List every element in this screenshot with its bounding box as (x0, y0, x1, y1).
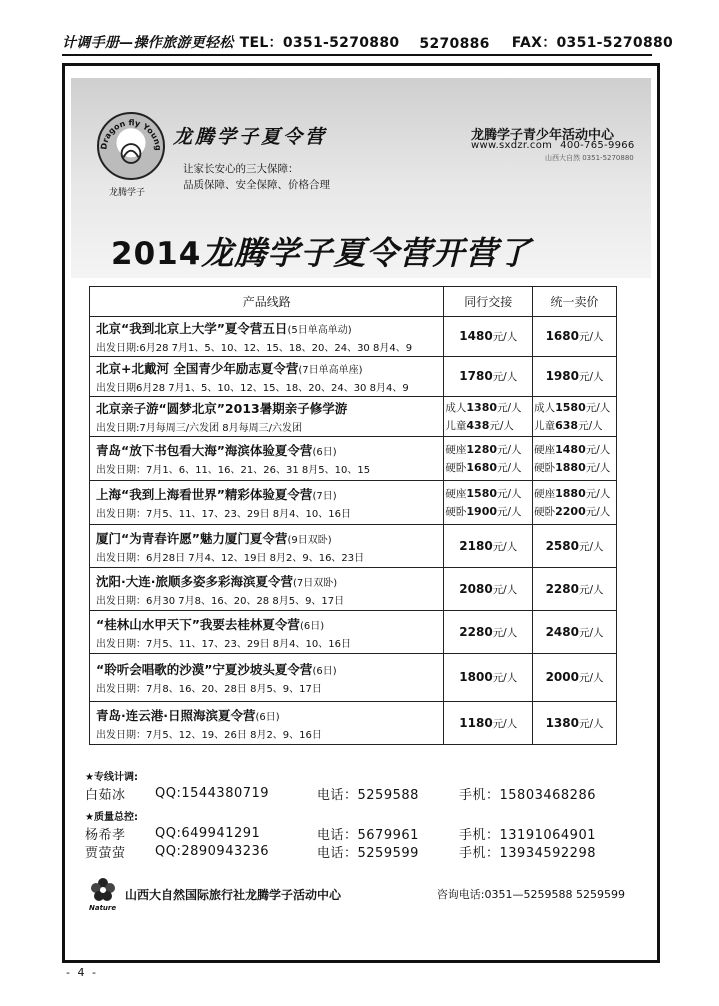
logo-caption: 龙腾学子 (109, 188, 146, 198)
contacts-section (85, 768, 625, 860)
sell-price: 硬座1480元/人 硬卧1880元/人 (533, 437, 617, 481)
route-name: 青岛“放下书包看大海”海滨体验夏令营(6日) (96, 443, 337, 458)
sell-price: 2280元/人 (533, 568, 617, 611)
banner-tel2: 5270886 (419, 36, 490, 52)
route-name: 沈阳·大连·旅顺多姿多彩海滨夏令营(7日双卧) (96, 573, 338, 589)
route-name: 北京“我到北京上大学”夏令营五日(5日单高单动) (96, 321, 352, 336)
route-dates: 出发日期:6月28 7月1、5、10、12、15、18、20、24、30 8月4、9 (96, 343, 413, 354)
route-dates: 出发日期：7月8、16、20、28日 8月5、9、17日 (96, 684, 322, 695)
route-cell (90, 397, 444, 437)
route-cell (90, 317, 444, 357)
route-dates: 出发日期：6月28日 7月4、12、19日 8月2、9、16、23日 (96, 552, 365, 564)
routes-table (89, 286, 617, 745)
contact-tel: 电话：5679961 (317, 827, 419, 843)
table-row (90, 654, 617, 702)
route-cell (90, 357, 444, 397)
dragon-logo-icon (97, 112, 165, 180)
route-dates: 出发日期：7月5、12、19、26日 8月2、9、16日 (96, 729, 322, 741)
contact-name: 杨希孝 (85, 827, 126, 843)
route-cell (90, 568, 444, 611)
trade-price: 1780元/人 (444, 357, 533, 397)
route-dates: 出发日期：7月5、11、17、23、29日 8月4、10、16日 (96, 509, 351, 520)
route-name: 上海“我到上海看世界”精彩体验夏令营(7日) (96, 487, 337, 502)
center-website: www.sxdzr.com (471, 140, 553, 151)
contact-mobile: 手机：13191064901 (459, 827, 596, 843)
advert-header (71, 78, 651, 278)
sell-price: 1980元/人 (533, 357, 617, 397)
sell-price: 1680元/人 (533, 317, 617, 357)
trade-price: 1800元/人 (444, 654, 533, 702)
route-cell (90, 481, 444, 525)
page-number: - 4 - (66, 966, 98, 979)
contact-qq: QQ:649941291 (155, 825, 261, 841)
contact-row (85, 824, 625, 842)
headline-year: 2014 (111, 236, 202, 272)
headline-text: 龙腾学子夏令营开营了 (201, 234, 532, 272)
route-cell (90, 611, 444, 654)
route-dates: 出发日期:7月每周三/六发团 8月每周三/六发团 (96, 423, 303, 434)
sell-price: 硬座1880元/人 硬卧2200元/人 (533, 481, 617, 525)
route-name: 青岛·连云港·日照海滨夏令营(6日) (96, 707, 280, 723)
contact-row (85, 784, 625, 802)
trade-price: 1480元/人 (444, 317, 533, 357)
logo-arc-text: Dragon fly Young (99, 118, 163, 151)
route-cell (90, 525, 444, 568)
trade-price: 2080元/人 (444, 568, 533, 611)
contacts-heading-planner: ★专线计调: (85, 772, 138, 783)
sell-price: 2580元/人 (533, 525, 617, 568)
route-name: “桂林山水甲天下”我要去桂林夏令营(6日) (96, 616, 325, 632)
headline (111, 228, 531, 274)
svg-text:Dragon fly Youngster (99, 114, 163, 151)
header-sell-price: 统一卖价 (533, 287, 617, 317)
contacts-heading-quality: ★质量总控: (85, 812, 138, 823)
contact-mobile: 手机：15803468286 (459, 787, 596, 803)
sell-price: 成人1580元/人 儿童638元/人 (533, 397, 617, 437)
contact-tel: 电话：5259599 (317, 845, 419, 861)
sell-price: 2480元/人 (533, 611, 617, 654)
table-row (90, 702, 617, 745)
table-row (90, 481, 617, 525)
agency-name: 山西大自然国际旅行社龙腾学子活动中心 (125, 888, 342, 902)
assurance-line-2: 品质保障、安全保障、价格合理 (183, 179, 330, 191)
route-dates: 出发日期：6月30 7月8、16、20、28 8月5、9、17日 (96, 595, 345, 607)
header-route: 产品线路 (90, 287, 444, 317)
advert-frame (62, 63, 660, 963)
consult-phone: 咨询电话:0351—5259588 5259599 (436, 888, 625, 901)
route-dates: 出发日期：7月1、6、11、16、21、26、31 8月5、10、15 (96, 465, 371, 476)
banner-fax: FAX：0351-5270880 (511, 35, 674, 51)
route-name: 厦门“为青春许愿”魅力厦门夏令营(9日双卧) (96, 530, 332, 546)
route-dates: 出发日期：7月5、11、17、23、29日 8月4、10、16日 (96, 638, 351, 650)
contact-qq: QQ:1544380719 (155, 785, 270, 801)
contact-mobile: 手机：13934592298 (459, 845, 596, 861)
contact-qq: QQ:2890943236 (155, 843, 270, 859)
trade-price: 1180元/人 (444, 702, 533, 745)
header-trade-price: 同行交接 (444, 287, 533, 317)
table-row (90, 317, 617, 357)
nature-flower-icon (89, 874, 117, 908)
route-cell (90, 437, 444, 481)
trade-price: 2280元/人 (444, 611, 533, 654)
contact-row (85, 842, 625, 860)
contact-tel: 电话：5259588 (317, 787, 419, 803)
center-name: 龙腾学子青少年活动中心 (471, 128, 615, 143)
table-row (90, 611, 617, 654)
sell-price: 1380元/人 (533, 702, 617, 745)
route-name: 北京+北戴河 全国青少年励志夏令营(7日单高单座) (96, 361, 363, 376)
nature-logo-text: Nature (89, 904, 117, 912)
table-row (90, 568, 617, 611)
trade-price: 硬座1280元/人 硬卧1680元/人 (444, 437, 533, 481)
route-cell (90, 702, 444, 745)
trade-price: 成人1380元/人 儿童438元/人 (444, 397, 533, 437)
table-header-row (90, 287, 617, 317)
top-banner (62, 34, 674, 56)
table-row (90, 397, 617, 437)
sell-price: 2000元/人 (533, 654, 617, 702)
route-cell (90, 654, 444, 702)
contact-name: 贾萤萤 (85, 845, 126, 861)
banner-tagline: 计调手册—操作旅游更轻松 (62, 35, 234, 51)
camp-title: 龙腾学子夏令营 (173, 126, 328, 148)
table-row (90, 357, 617, 397)
route-dates: 出发日期6月28 7月1、5、10、12、15、18、20、24、30 8月4、9 (96, 383, 409, 394)
table-row (90, 525, 617, 568)
footer (89, 874, 625, 914)
contact-name: 白茹冰 (85, 787, 126, 803)
assurance-line-1: 让家长安心的三大保障： (183, 163, 299, 175)
trade-price: 2180元/人 (444, 525, 533, 568)
route-name: “聆听会唱歌的沙漠”宁夏沙坡头夏令营(6日) (96, 662, 337, 677)
banner-tel: TEL：0351-5270880 (239, 35, 400, 51)
route-name: 北京亲子游“圆梦北京”2013暑期亲子修学游 (96, 401, 348, 416)
center-contact (471, 140, 635, 151)
trade-price: 硬座1580元/人 硬卧1900元/人 (444, 481, 533, 525)
center-phone: 400-765-9966 (560, 140, 635, 151)
center-small-text: 山西大自然 0351-5270880 (545, 154, 634, 162)
table-row (90, 437, 617, 481)
assurance-text (183, 161, 330, 193)
